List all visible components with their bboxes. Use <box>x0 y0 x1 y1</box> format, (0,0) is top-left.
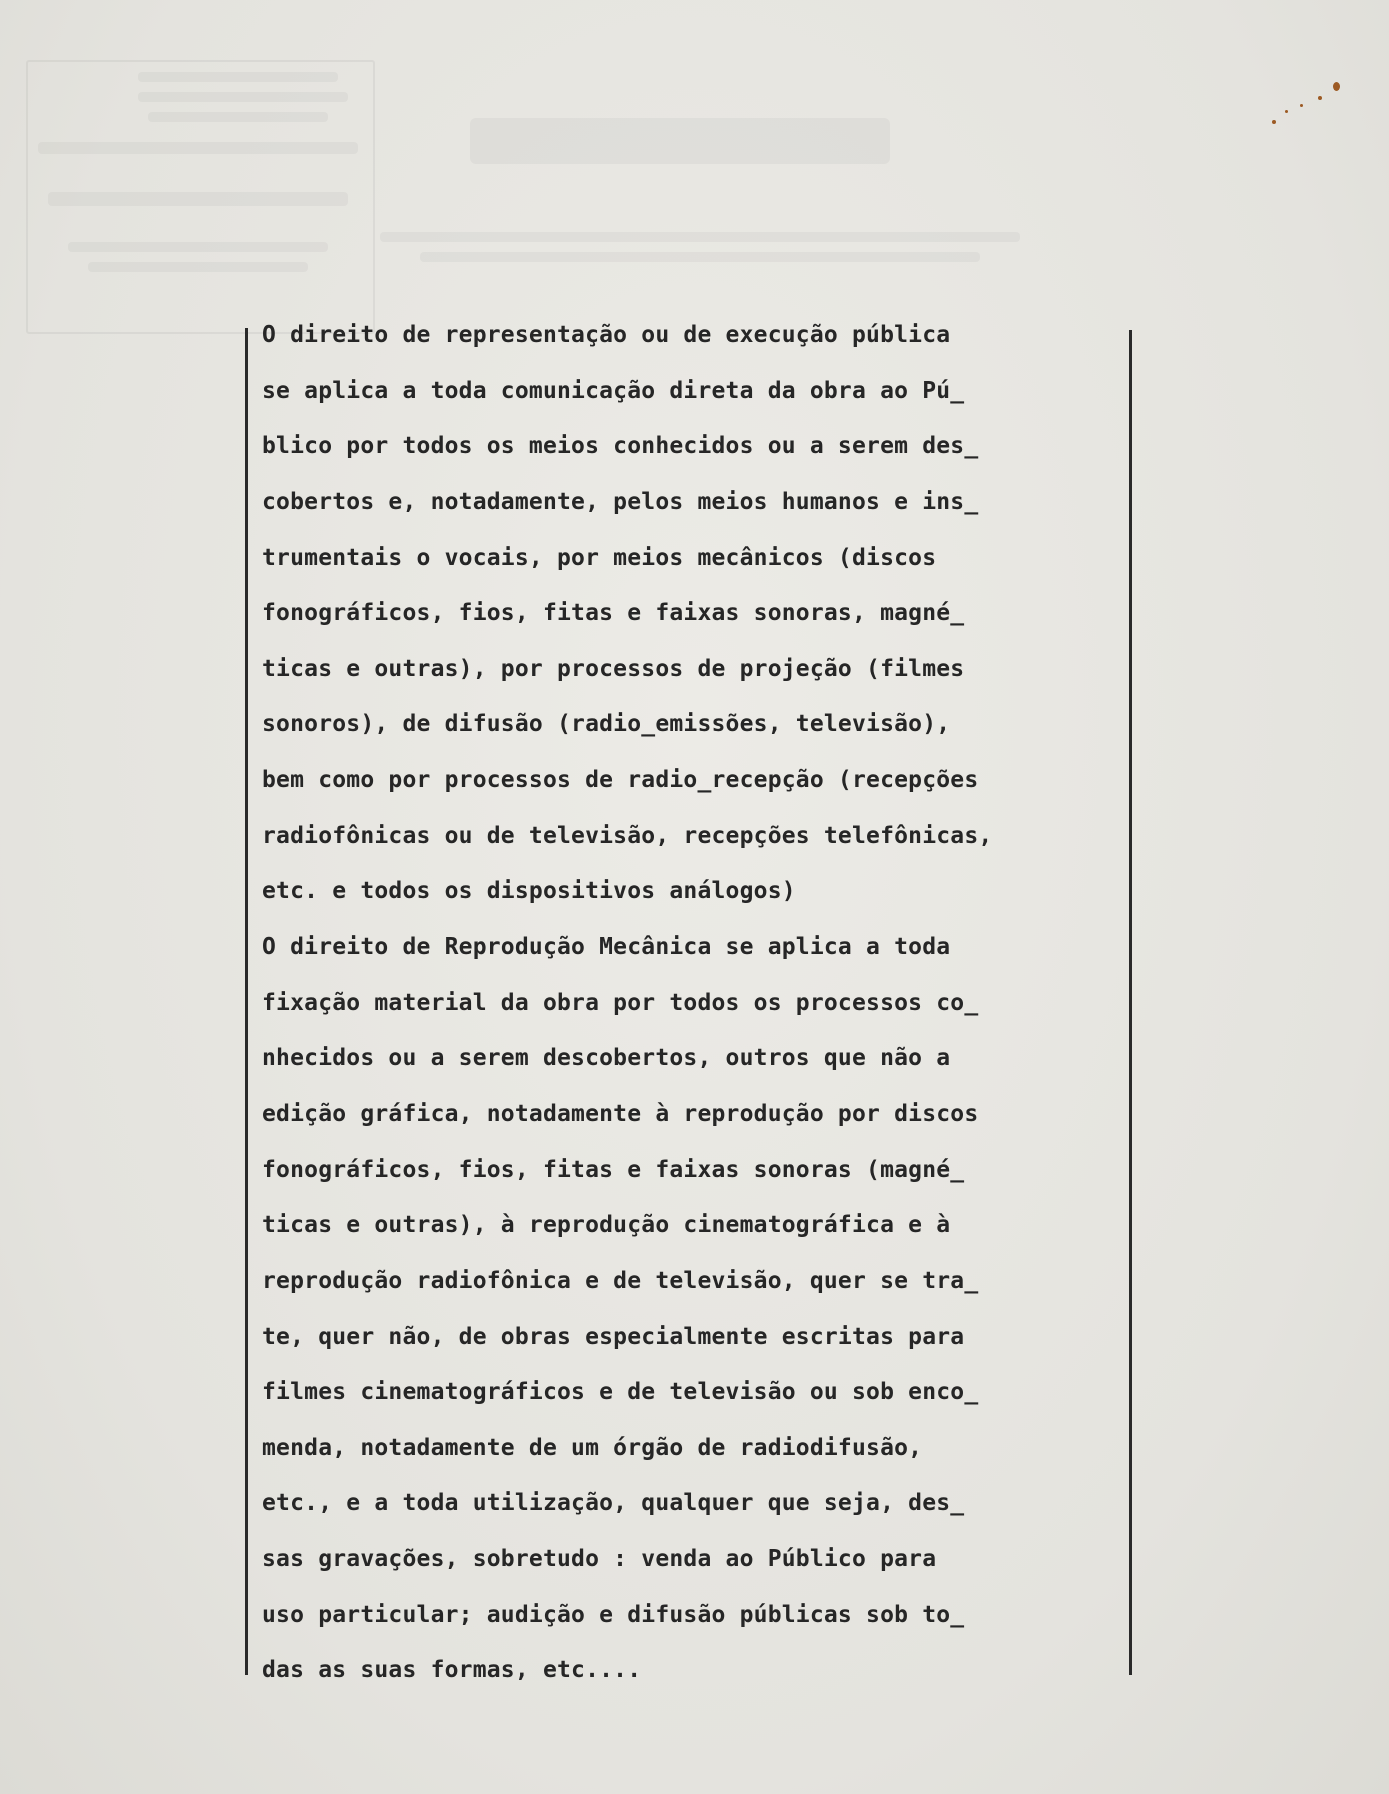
bleed-through-stamp <box>26 60 375 334</box>
text-line: cobertos e, notadamente, pelos meios humanos e ins_ <box>262 488 979 515</box>
text-line: fonográficos, fios, fitas e faixas sonoras (magné_ <box>262 1156 965 1183</box>
text-line: ticas e outras), por processos de projeção (filmes <box>262 655 965 682</box>
text-line: etc. e todos os dispositivos análogos) <box>262 878 796 905</box>
ink-spot <box>1300 104 1303 107</box>
bleed-through-letterhead <box>470 118 890 164</box>
text-line: bem como por processos de radio_recepção (recepções <box>262 767 979 794</box>
ink-spot <box>1272 120 1276 124</box>
text-line: sonoros), de difusão (radio_emissões, televisão), <box>262 711 951 738</box>
ink-spot <box>1318 96 1322 100</box>
text-line: radiofônicas ou de televisão, recepções telefônicas, <box>262 822 993 849</box>
text-line: reprodução radiofônica e de televisão, quer se tra_ <box>262 1267 979 1294</box>
text-line: uso particular; audição e difusão públicas sob to_ <box>262 1601 965 1628</box>
text-line: trumentais o vocais, por meios mecânicos (discos <box>262 544 937 571</box>
text-line: edição gráfica, notadamente à reprodução por discos <box>262 1100 979 1127</box>
text-line: O direito de representação ou de execução pública <box>262 322 951 348</box>
text-line: filmes cinematográficos e de televisão ou sob enco_ <box>262 1379 979 1406</box>
paragraph-mechanical-reproduction-right <box>262 928 1142 1707</box>
text-line: fixação material da obra por todos os processos co_ <box>262 989 979 1016</box>
typed-text-block <box>262 316 1142 1707</box>
left-margin-rule <box>245 328 248 1675</box>
text-line: se aplica a toda comunicação direta da obra ao Pú_ <box>262 377 965 404</box>
text-line: etc., e a toda utilização, qualquer que seja, des_ <box>262 1490 965 1517</box>
bleed-through-subtitle <box>380 232 1020 242</box>
text-line: sas gravações, sobretudo : venda ao Público para <box>262 1546 937 1573</box>
paragraph-performance-right <box>262 316 1142 928</box>
bleed-through-subtitle <box>420 252 980 262</box>
text-line: te, quer não, de obras especialmente escritas para <box>262 1323 965 1350</box>
text-line: menda, notadamente de um órgão de radiodifusão, <box>262 1434 923 1461</box>
text-line: blico por todos os meios conhecidos ou a serem des_ <box>262 433 979 460</box>
ink-spot <box>1285 110 1288 113</box>
text-line: nhecidos ou a serem descobertos, outros que não a <box>262 1045 951 1072</box>
text-line: O direito de Reprodução Mecânica se aplica a toda <box>262 934 951 961</box>
text-line: fonográficos, fios, fitas e faixas sonoras, magné_ <box>262 600 965 627</box>
text-line: das as suas formas, etc.... <box>262 1657 642 1684</box>
text-line: ticas e outras), à reprodução cinematográfica e à <box>262 1212 951 1239</box>
ink-spot <box>1333 82 1340 91</box>
